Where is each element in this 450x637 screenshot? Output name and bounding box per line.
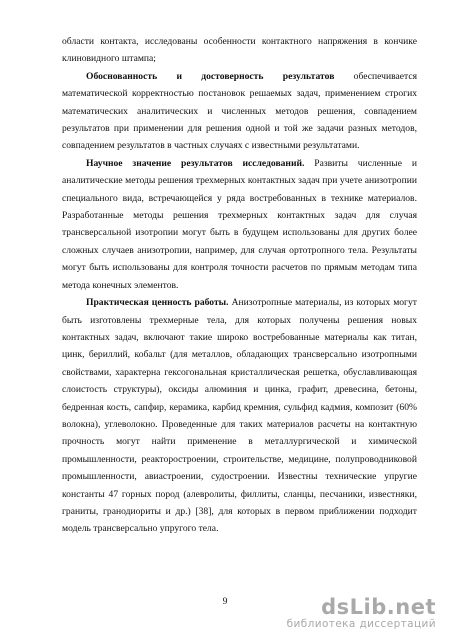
paragraph-4-heading: Практическая ценность работы. xyxy=(86,297,229,309)
paragraph-4 xyxy=(62,294,417,538)
watermark xyxy=(287,596,436,631)
paragraph-4-text: Анизотропные материалы, из которых могут быть изготовлены трехмерные тела, для которых получены решения новых контактных задач, включают такие широко востребованные материалы как титан, цинк, бериллий, кобальт (для металлов, обладающих трансверсально изотропными свойствами, характерна гексогональная кристаллическая решетка, обуславливающая слоистость структуры), оксиды алюминия и цинка, графит, древесина, бетоны, бедренная кость, сапфир, керамика, карбид кремния, сульфид кадмия, композит (60% волокна), углеволокно. Проведенные для таких материалов расчеты на контактную прочность могут найти применение в металлургической и химической промышленности, реакторостроении, строительстве, медицине, полупроводниковой промышленности, авиастроении, судостроении. Известны технические упругие константы 47 горных пород (алевролиты, филлиты, сланцы, песчаники, известняки, граниты, гранодиориты и др.) [38], для которых в первом приближении подходит модель трансверсально упругого тела. xyxy=(62,297,417,535)
watermark-tagline: библиотека диссертаций xyxy=(286,618,436,630)
paragraph-2 xyxy=(62,68,417,155)
watermark-logo: dsLib.net xyxy=(321,595,436,619)
paragraph-1: области контакта, исследованы особенности контактного напряжения в кончике клиновидного штампа; xyxy=(62,36,417,65)
paragraph-3 xyxy=(62,155,417,294)
paragraph-2-heading: Обоснованность и достоверность результатов xyxy=(86,70,335,82)
paragraph-2-text: обеспечивается математической корректностью постановок решаемых задач, применением строгих математических аналитических и численных методов решения, совпадением результатов при применении для решения одной и той же задачи разных методов, совпадением результатов в частных случаях с известными результатами. xyxy=(62,70,417,152)
page-number: 9 xyxy=(222,596,228,607)
document-body xyxy=(62,33,417,538)
paragraph-3-heading: Научное значение результатов исследований. xyxy=(86,157,305,169)
paragraph-3-text: Развиты численные и аналитические методы решения трехмерных контактных задач при учете анизотропии специального вида, встречающейся у ряда востребованных в технике материалов. Разработанные методы решения трехмерных контактных задач для случая трансверсальной изотропии могут быть в будущем использованы для других более сложных случаев анизотропии, например, для случая ортотропного тела. Результаты могут быть использованы для контроля точности расчетов по прямым методам типа метода конечных элементов. xyxy=(62,157,417,291)
